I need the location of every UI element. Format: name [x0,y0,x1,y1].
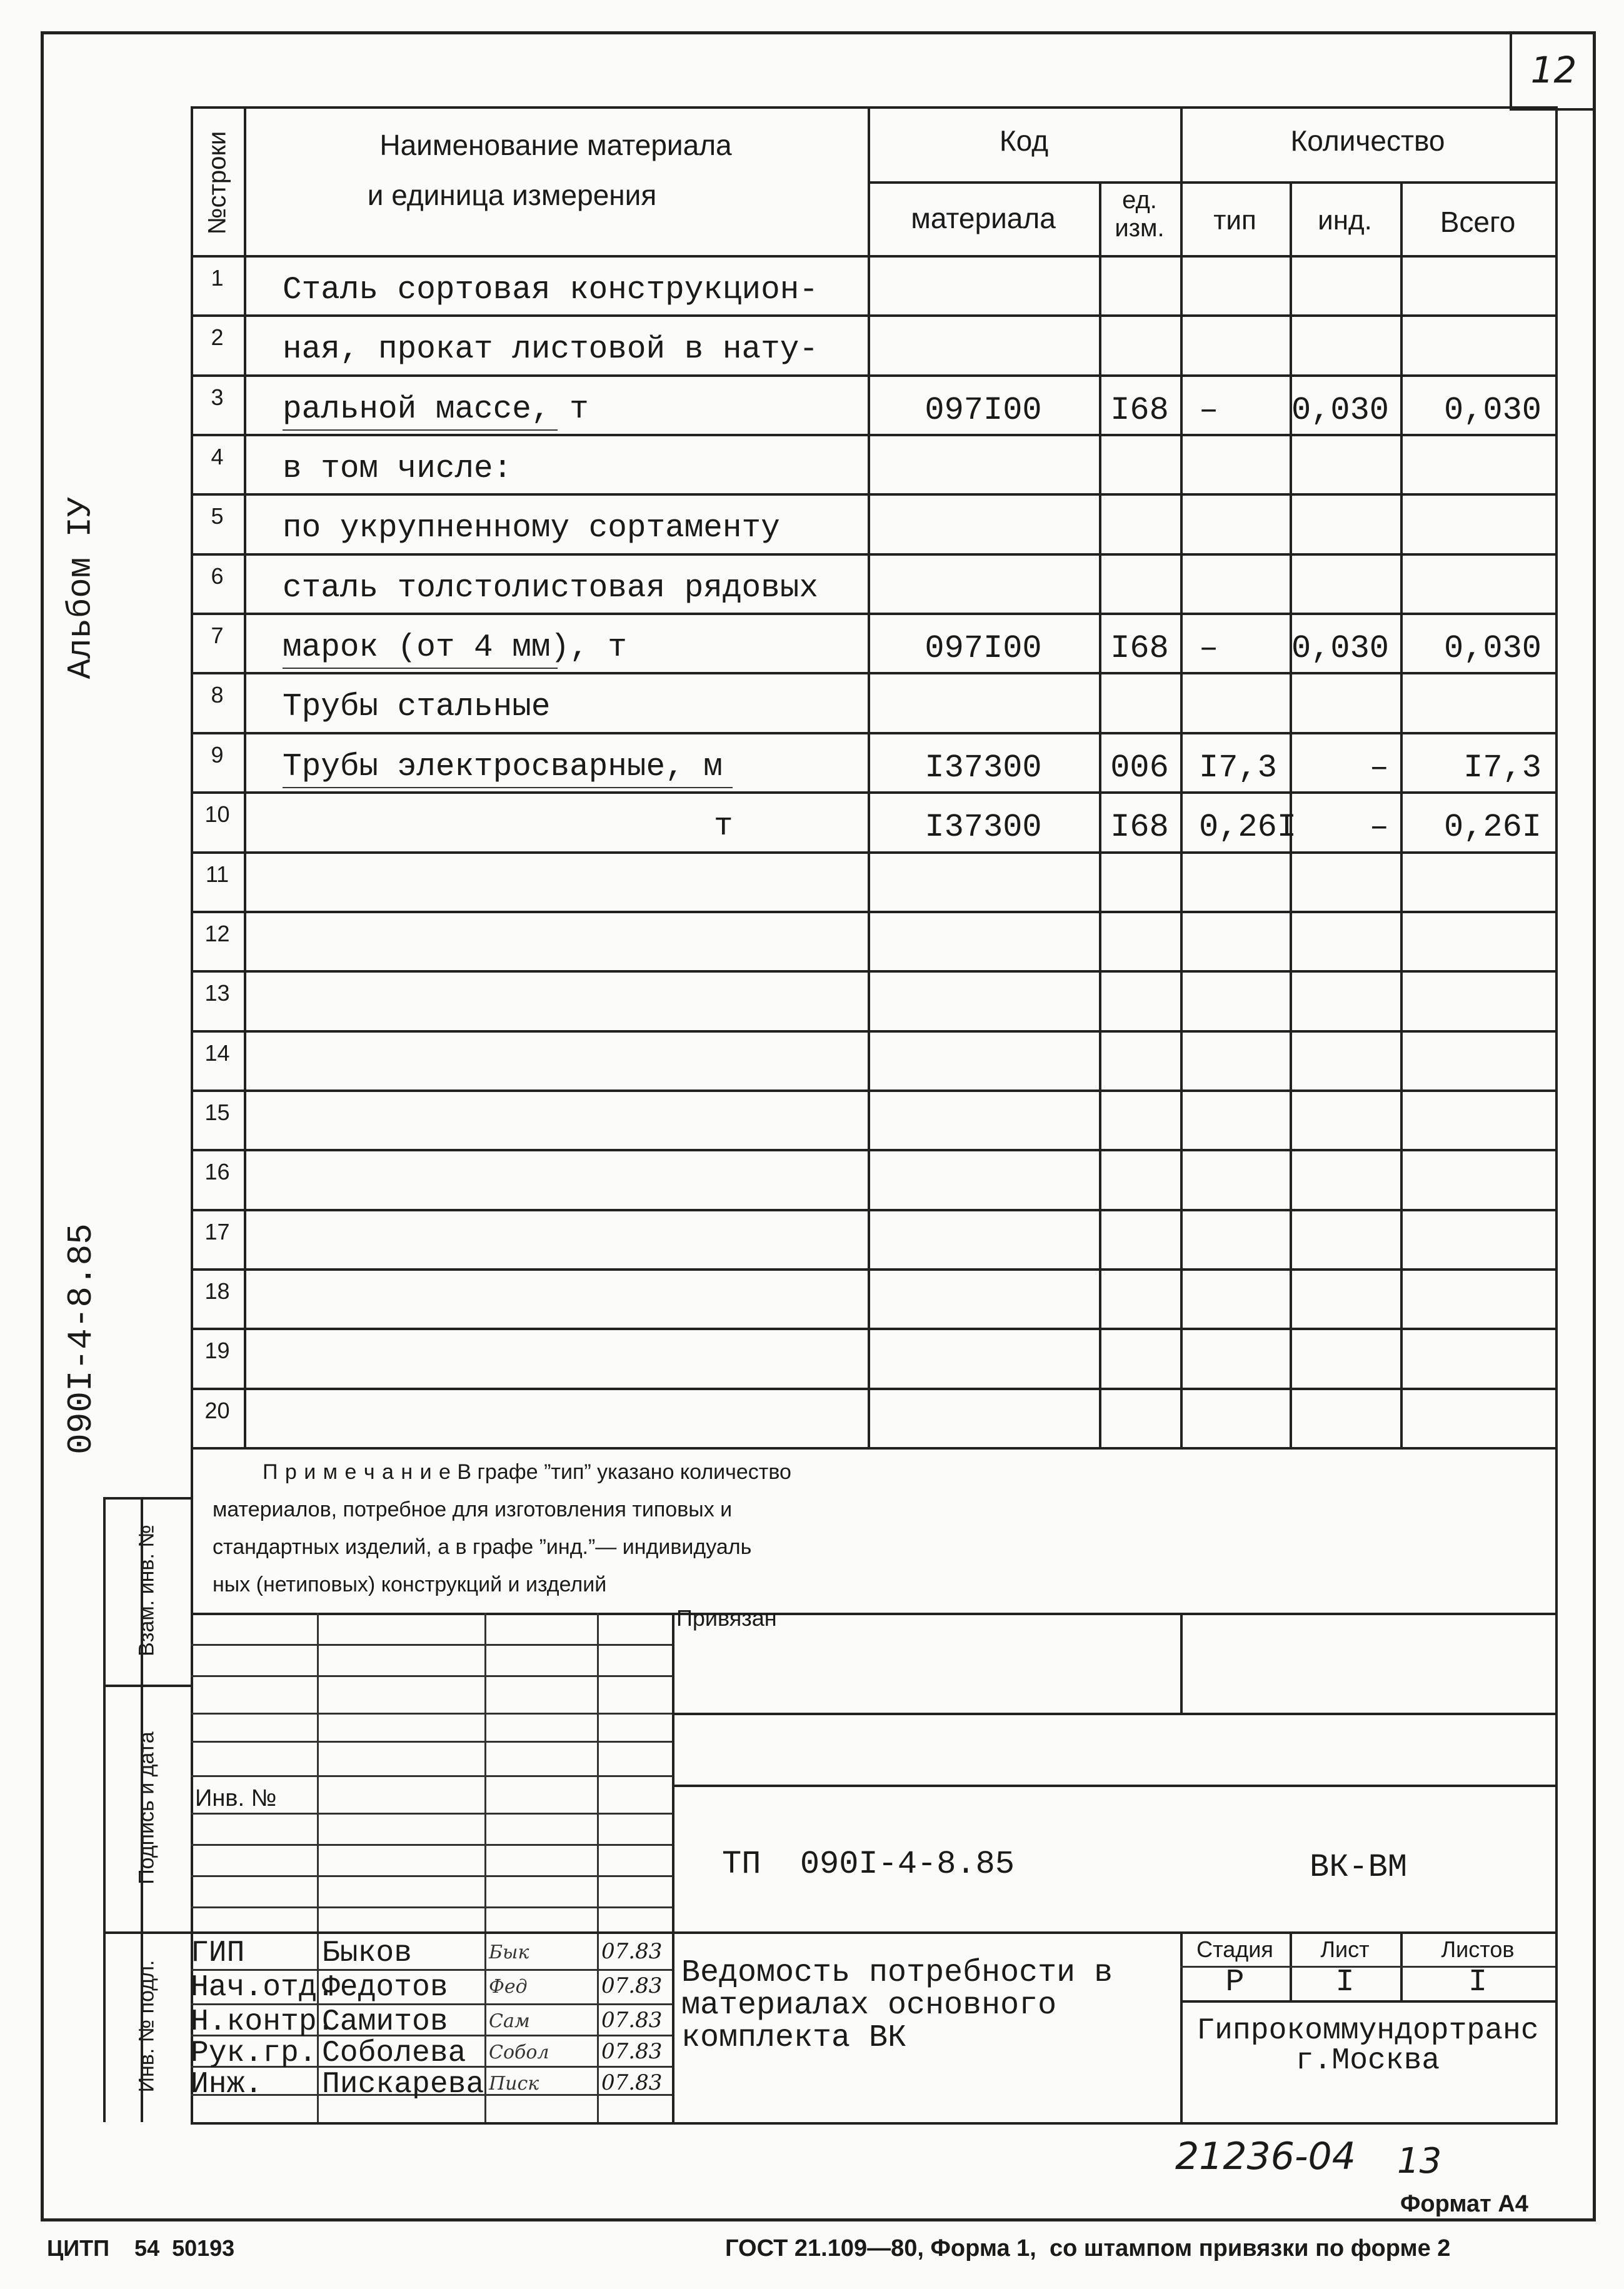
cell-n: 12 [204,921,230,946]
row-line [191,434,1558,436]
row-line [191,1209,1558,1211]
side-vzam: Взам. инв. № [134,1525,159,1656]
col-rowno-sep [244,106,246,1447]
page-number: 12 [1530,49,1577,91]
row-line [191,732,1558,734]
person-date: 07.83 [601,2008,663,2033]
stamp-org-2: г.Москва [1295,2044,1440,2078]
stamp-col-3 [597,1613,599,2122]
header-typ: тип [1213,205,1256,236]
note-text-1: В графе ”тип” указано количество [451,1460,791,1484]
stamp-grid-line [191,1713,672,1715]
person-signature: Фед [489,1976,528,1998]
person-role: Инж. [191,2068,263,2101]
handwritten-sheet: 13 [1397,2141,1442,2181]
side-stamp-inner [141,1497,143,2122]
cell-unit: 006 [1110,749,1169,786]
header-sub-line [868,181,1555,184]
cell-n: 10 [204,801,230,827]
cell-n: 14 [204,1040,230,1066]
cell-code: 097I00 [925,630,1042,667]
note-line-3: стандартных изделий, а в графе ”инд.”— индивидуаль [213,1535,752,1559]
handwritten-number: 21236-04 [1175,2135,1356,2178]
person-role: Рук.гр. [191,2036,317,2070]
footer-left: ЦИТП 54 50193 [47,2235,235,2261]
cell-n: 5 [211,503,224,529]
note-line-2: материалов, потребное для изготовления типовых и [213,1498,733,1521]
stamp-grid-line [191,1775,672,1777]
cell-code: I37300 [925,749,1042,786]
cell-typ: – [1199,392,1219,429]
name-underline [283,429,558,431]
cell-name: марок (от 4 мм), т [283,630,627,666]
stamp-grid-line [191,1741,672,1743]
note-line-4: ных (нетиповых) конструкций и изделий [213,1573,607,1596]
row-line [191,374,1558,377]
person-date: 07.83 [601,1973,663,1998]
doc-code-label: 090I-4-8.85 [61,1223,101,1455]
header-unit-1: ед. [1122,186,1157,214]
header-qty: Количество [1290,124,1445,157]
stamp-grid-line [191,1675,672,1677]
person-name: Пискарева [322,2068,484,2101]
row-line [191,613,1558,615]
cell-typ: – [1199,630,1219,667]
row-line [191,1089,1558,1092]
cell-ind: – [1369,749,1389,786]
cell-name: Трубы стальные [283,689,551,725]
side-inv-podl: Инв. № подл. [134,1960,159,2093]
cell-code: 097I00 [925,392,1042,429]
person-name: Самитов [322,2005,448,2039]
cell-unit: I68 [1110,809,1169,846]
header-name-line1: Наименование материала [379,129,732,161]
cell-n: 4 [211,444,224,469]
table-right [1555,106,1558,1447]
person-signature: Сам [489,2010,530,2032]
person-signature: Пиcк [489,2073,539,2095]
col-unit-sep [1180,106,1183,1447]
cell-name: по укрупненному сортаменту [283,511,780,546]
note-line-1 [263,1453,791,1491]
stamp-grid-line [191,1844,672,1846]
stamp-col-4 [672,1613,674,2122]
cell-code: I37300 [925,809,1042,846]
row-line [191,1388,1558,1390]
person-name: Быков [322,1936,413,1970]
footer-right: ГОСТ 21.109—80, Форма 1, со штампом привязки по форме 2 [725,2235,1451,2261]
cell-n: 20 [204,1398,230,1423]
cell-n: 6 [211,563,224,589]
cell-name: ная, прокат листовой в нату- [283,332,818,368]
stamp-bottom [191,2122,1558,2125]
stamp-sheet-code: ВК-ВМ [1310,1849,1408,1886]
header-row-no: №строки [203,131,231,235]
cell-name: т [714,809,733,844]
row-line [191,1268,1558,1271]
person-date: 07.83 [601,1939,663,1964]
cell-n: 7 [211,623,224,648]
stamp-sheet-label: Лист [1320,1936,1370,1962]
stamp-top [191,1613,1558,1615]
header-unit-2: изм. [1115,214,1165,242]
person-date: 07.83 [601,2039,663,2064]
header-bottom [191,255,1558,258]
row-line [191,1149,1558,1151]
cell-typ: 0,26I [1199,809,1297,846]
stamp-inv-no: Инв. № [195,1785,277,1811]
table-top [191,106,1558,109]
cell-typ: I7,3 [1199,749,1277,786]
stamp-privyazan: Привязан [676,1605,777,1631]
name-underline [283,787,733,788]
cell-n: 16 [204,1159,230,1185]
cell-n: 1 [211,265,224,291]
cell-name: Сталь сортовая конструкцион- [283,273,818,308]
cell-total: 0,26I [1443,809,1541,846]
stamp-sheets: I [1468,1965,1487,2000]
stamp-grid-line [191,1931,672,1934]
row-line [191,314,1558,317]
cell-name: ральной массе, т [283,392,589,428]
header-total: Всего [1440,206,1516,238]
cell-n: 13 [204,980,230,1006]
row-line [191,851,1558,854]
cell-name: Трубы электросварные, м [283,749,723,785]
person-signature: Собол [489,2041,549,2063]
row-line [191,911,1558,913]
stamp-org-1: Гипрокоммундортранс [1196,2014,1539,2048]
stamp-stage-label: Стадия [1196,1936,1273,1962]
format-label: Формат А4 [1400,2191,1528,2217]
row-line [191,1030,1558,1033]
header-ind: инд. [1318,205,1372,236]
stamp-grid-line [191,1875,672,1877]
cell-n: 3 [211,384,224,410]
stamp-title-top [672,1931,1558,1934]
name-underline [283,668,558,669]
stamp-sheets-label: Листов [1441,1936,1515,1962]
header-name-line2: и единица измерения [367,179,657,211]
album-label: Альбом IУ [62,496,101,679]
person-name: Соболева [322,2036,466,2070]
stamp-title-1: Ведомость потребности в [681,1955,1113,1991]
person-date: 07.83 [601,2070,663,2095]
row-line [191,791,1558,794]
header-code: Код [999,124,1049,157]
stamp-title-3: комплекта ВК [681,2020,907,2056]
person-signature: Бык [489,1941,529,1963]
person-name: Федотов [322,1971,448,2005]
header-material: материала [911,202,1056,234]
stamp-sheet: I [1335,1965,1355,2000]
row-line [191,970,1558,973]
stamp-privyazan-bottom [672,1713,1558,1715]
cell-unit: I68 [1110,630,1169,667]
stamp-grid-line [191,1906,672,1908]
stamp-grid-line [191,1644,672,1646]
cell-total: 0,030 [1443,630,1541,667]
cell-ind: 0,030 [1291,630,1389,667]
cell-n: 17 [204,1219,230,1245]
cell-n: 8 [211,682,224,708]
cell-n: 11 [205,861,229,887]
row-line [191,672,1558,674]
stamp-title-2: материалах основного [681,1988,1057,2023]
stamp-col-2 [484,1613,486,2122]
cell-n: 2 [211,324,224,350]
stamp-grid-line [191,1813,672,1815]
cell-unit: I68 [1110,392,1169,429]
row-line [191,493,1558,496]
cell-ind: – [1369,809,1389,846]
stamp-tp-code: ТП 090I-4-8.85 [722,1846,1015,1883]
cell-n: 15 [204,1099,230,1125]
stamp-code-top [672,1785,1558,1787]
stamp-stage: Р [1225,1965,1245,2000]
cell-name: в том числе: [283,451,513,487]
person-role: ГИП [191,1936,245,1970]
cell-total: 0,030 [1443,392,1541,429]
side-podpis: Подпись и дата [134,1731,159,1885]
cell-n: 19 [204,1338,230,1363]
stamp-privyazan-right [1180,1613,1183,1713]
cell-n: 18 [204,1278,230,1304]
cell-total: I7,3 [1463,749,1541,786]
cell-name: сталь толстолистовая рядовых [283,571,818,606]
row-line [191,553,1558,556]
table-body-bottom [191,1447,1558,1450]
cell-ind: 0,030 [1291,392,1389,429]
stamp-stage-bottom [1180,2000,1555,2003]
note-prefix: П р и м е ч а н и е [263,1460,451,1484]
person-role: Н.контр. [191,2005,335,2039]
person-role: Нач.отд. [191,1971,335,2005]
cell-n: 9 [211,742,224,768]
row-line [191,1328,1558,1330]
